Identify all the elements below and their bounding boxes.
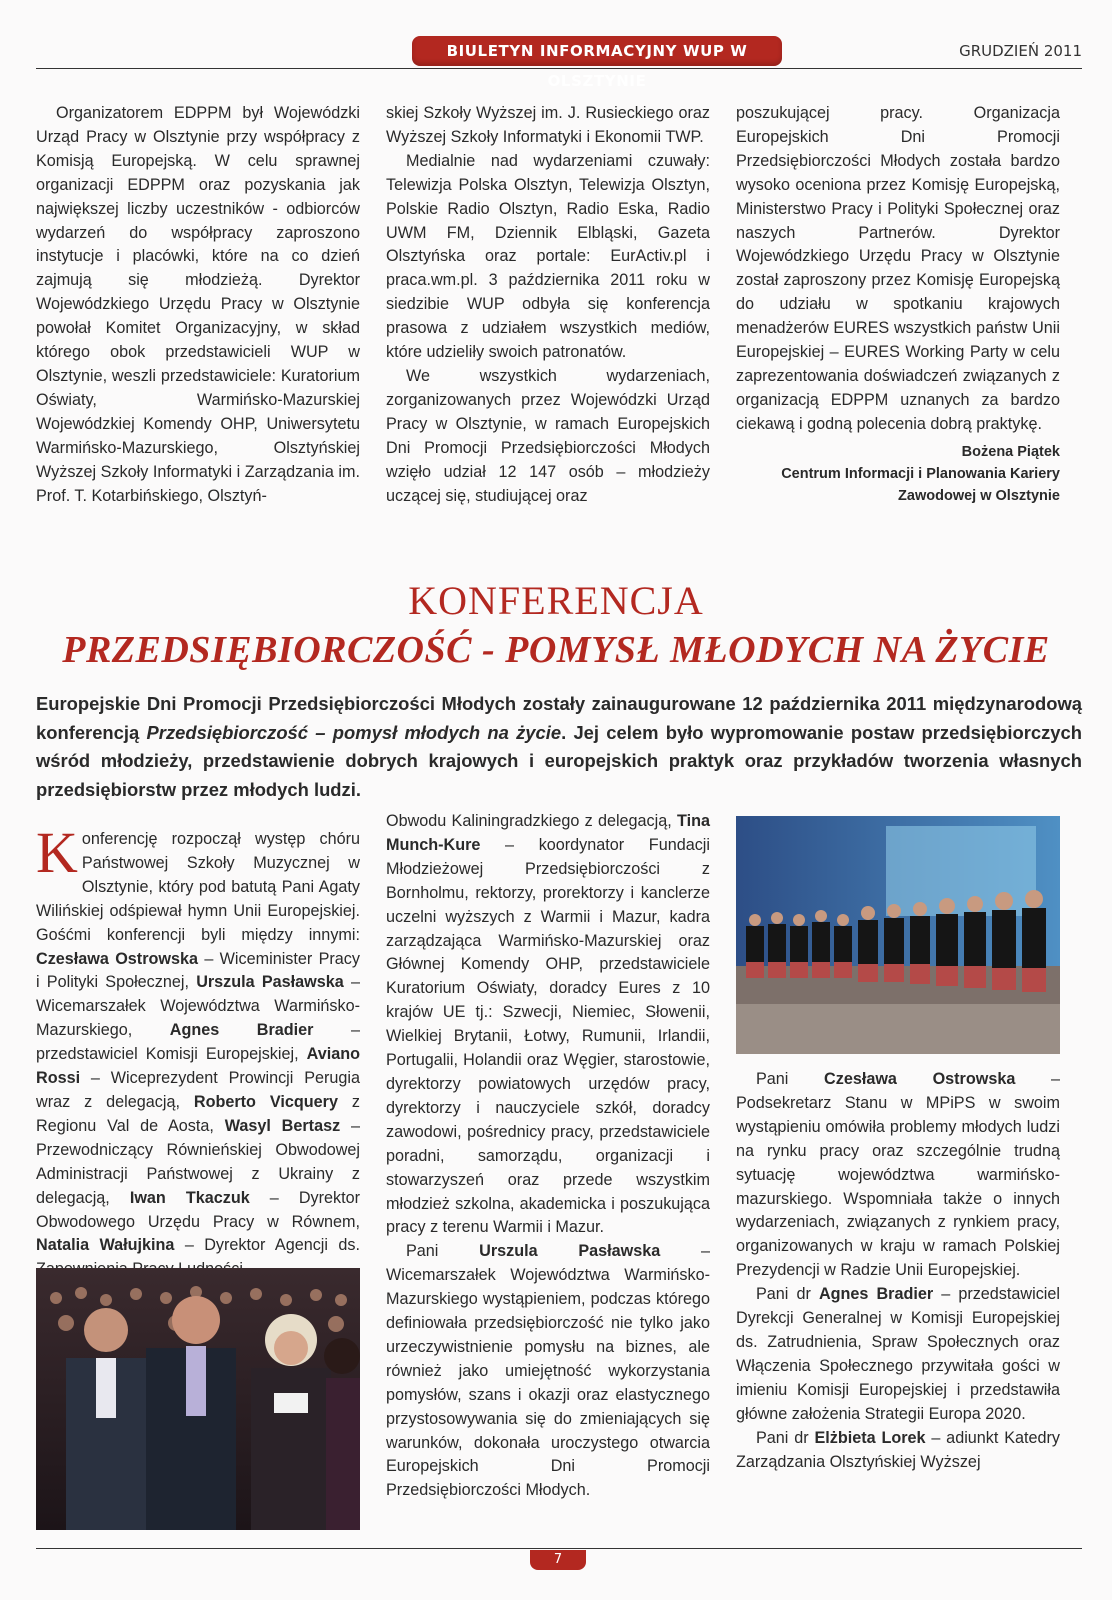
article-lead <box>36 690 1082 804</box>
text-run: – adiunkt Katedry Zarządzania Olsztyńskiej Wyższej <box>736 1428 1060 1471</box>
article-title: PRZEDSIĘBIORCZOŚĆ - POMYSŁ MŁODYCH NA ŻYCIE <box>62 629 1050 671</box>
article2-paragraph <box>736 1427 1060 1475</box>
text-run: Pani <box>406 1242 480 1261</box>
text-run: Obwodu Kaliningradzkiego z delegacją, <box>386 812 678 830</box>
text-run: – Dyrektor Obwodowego Urzędu Pracy w Równem, <box>36 1188 360 1231</box>
text-run: – przedstawiciel Dyrekcji Generalnej w Komisji Europejskiej ds. Zatrudnienia, Spraw Społecznych oraz Włączenia Społecznego przywitała gości w imieniu Komisji Europejskiej i przedstawiła główne założenia Strategii Europa 2020. <box>736 1285 1060 1423</box>
person-name: Agnes Bradier <box>169 1021 314 1040</box>
text-run: – koordynator Fundacji Młodzieżowej Przedsiębiorczości z Bornholmu, rektorzy, prorektorzy i kanclerze uczelni wyższych z Warmii i Mazur, kadra zarządzająca Warmińsko-Mazurskiej oraz Głównej Komendy OHP, przedstawiciele Kuratorium Oświaty, doradcy Eures z 10 krajów UE tj.: Szwecji, Niemiec, Słowenii, Wielkiej Brytanii, Łotwy, Rumunii, Irlandii, Portugalii, Holandii oraz Węgier, starostowie, dyrektorzy powiatowych urzędów pracy, dyrektorzy i nauczyciele szkół, doradcy zawodowi, pośrednicy pracy, przedstawiciele poradni, samorządu, organizacji i stowarzyszeń oraz przede wszystkim młodzież szkolna, akademicka i poszukująca pracy z terenu Warmii i Mazur. <box>386 835 710 1237</box>
issue-date: GRUDZIEŃ 2011 <box>959 42 1082 60</box>
person-name: Agnes Bradier <box>818 1285 934 1304</box>
person-name: Roberto Vicquery <box>193 1092 338 1111</box>
text-run: – Podsekretarz Stanu w MPiPS w swoim wystąpieniu omówiła problemy młodych ludzi na rynku pracy oraz szczególnie trudną sytuację województwa warmińsko-mazurskiego. Wspomniała także o innych wydarzeniach, związanych z rynkiem pracy, organizowanych w kraju w ramach Polskiej Prezydencji w Radzie Unii Europejskiej. <box>736 1070 1060 1280</box>
text-run: – Wicemarszałek Województwa Warmińsko-Mazurskiego, <box>36 973 360 1040</box>
person-name: Czesława Ostrowska <box>824 1070 1016 1088</box>
article1-paragraph: skiej Szkoły Wyższej im. J. Rusieckiego oraz Wyższej Szkoły Informatyki i Ekonomii TWP. <box>386 104 710 146</box>
person-name: Aviano Rossi <box>36 1045 360 1088</box>
text-run: – Wiceminister Pracy i Polityki Społecznej, <box>36 949 360 992</box>
author-signature <box>736 441 1060 507</box>
author-name: Bożena Piątek <box>961 443 1060 460</box>
author-org: Zawodowej w Olsztynie <box>898 487 1060 504</box>
text-run: onferencję rozpoczął występ chóru Państwowej Szkoły Muzycznej w Olsztynie, który pod batutą Pani Agaty Wilińskiej odśpiewał hymn Unii Europejskiej. Gośćmi konferencji byli między innymi: <box>36 830 360 944</box>
person-name: Wasyl Bertasz <box>224 1116 341 1135</box>
person-name: Elżbieta Lorek <box>814 1428 926 1447</box>
person-name: Czesława Ostrowska <box>36 949 198 968</box>
choir-photo <box>736 816 1060 1054</box>
choir-photo-image <box>736 816 1060 1054</box>
lead-text: . Jej celem było wypromowanie postaw przedsiębiorczych wśród młodzieży, przedstawienie dobrych krajowych i europejskich praktyk oraz przykładów tworzenia własnych przedsiębiorstw przez młodych ludzi. <box>36 721 1082 800</box>
page-number: 7 <box>530 1550 586 1570</box>
article1-paragraph: poszukującej pracy. Organizacja Europejskich Dni Promocji Przedsiębiorczości Młodych została bardzo wysoko oceniona przez Komisję Europejską, Ministerstwo Pracy i Polityki Społecznej oraz naszych Partnerów. Dyrektor Wojewódzkiego Urzędu Pracy w Olsztynie został zaproszony przez Komisję Europejską do udziału w spotkaniu krajowych menadżerów EURES wszystkich państw Unii Europejskiej – EURES Working Party w celu zaprezentowania doświadczeń związanych z organizacją EDPPM uznanych za bardzo ciekawą i godną polecenia dobrą praktykę. <box>736 104 1060 433</box>
article2-paragraph <box>736 1068 1060 1283</box>
rich-text <box>36 820 360 1278</box>
article1-column-3 <box>736 102 1060 507</box>
text-run: – przedstawiciel Komisji Europejskiej, <box>36 1021 360 1064</box>
article2-column-2 <box>386 810 710 1503</box>
text-run: – Dyrektor Agencji ds. <box>184 1236 360 1255</box>
article1-paragraph: We wszystkich wydarzeniach, zorganizowanych przez Wojewódzki Urząd Pracy w Olsztynie, w ramach Europejskich Dni Promocji Przedsiębiorczości Młodych wzięło udział 12 147 osób – młodzieży uczącej się, studiującej oraz <box>386 366 710 505</box>
article1-column-2 <box>386 102 710 508</box>
text-run: – Przewodniczący Równieńskiej Obwodowej Administracji Państwowej z Ukrainy z delegacją, <box>36 1116 360 1207</box>
article1-paragraph: Medialnie nad wydarzeniami czuwały: Telewizja Polska Olsztyn, Telewizja Olsztyn, Polskie Radio Olsztyn, Radio Eska, Radio UWM FM, Dziennik Elbląski, Gazeta Olsztyńska oraz portale: EurActiv.pl i praca.wm.pl. 3 października 2011 roku w siedzibie WUP odbyła się konferencja prasowa z udziałem wszystkich mediów, które udzieliły swoich patronatów. <box>386 151 710 362</box>
page-header <box>36 36 1082 90</box>
person-name: Urszula Pasławska <box>196 973 344 992</box>
article-kicker: KONFERENCJA <box>408 578 704 623</box>
lead-text: Europejskie Dni Promocji Przedsiębiorczości Młodych zostały zainaugurowane 12 października 2011 międzynarodową konferencją <box>36 693 1082 743</box>
person-name: Iwan Tkaczuk <box>129 1188 250 1207</box>
text-run: Pani <box>756 1070 825 1088</box>
person-name: Urszula Pasławska <box>479 1242 661 1261</box>
text-run: – Wiceprezydent Prowincji Perugia wraz z delegacją, <box>36 1069 360 1111</box>
bulletin-title: BIULETYN INFORMACYJNY WUP W OLSZTYNIE <box>412 36 782 66</box>
article1-paragraph: Organizatorem EDPPM był Wojewódzki Urząd Pracy w Olsztynie przy współpracy z Komisją Europejską. W celu sprawnej organizacji EDPPM oraz pozyskania jak największej liczby uczestników - odbiorców wydarzeń do współpracy zaproszono instytucje i placówki, które na co dzień zajmują się młodzieżą. Dyrektor Wojewódzkiego Urzędu Pracy w Olsztynie powołał Komitet Organizacyjny, w skład którego obok przedstawicieli WUP w Olsztynie, weszli przedstawiciele: Kuratorium Oświaty, Warmińsko-Mazurskiej Wojewódzkiej Komendy OHP, Uniwersytetu Warmińsko-Mazurskiego, Olsztyńskiej Wyższej Szkoły Informatyki i Zarządzania im. Prof. T. Kotarbińskiego, Olsztyń- <box>36 104 360 505</box>
audience-photo-image <box>36 1268 360 1530</box>
audience-photo <box>36 1268 360 1530</box>
lead-emphasis: Przedsiębiorczość – pomysł młodych na życie <box>146 721 562 743</box>
person-name: Natalia Wałujkina <box>36 1236 175 1255</box>
text-run: – Wicemarszałek Województwa Warmińsko-Mazurskiego wystąpieniem, podczas którego definiowała przedsiębiorczość nie tylko jako urzeczywistnienie pomysłu na biznes, ale również jako umiejętność wykorzystania pomysłów, szans i okazji oraz elastycznego przystosowywania się do zmieniających się warunków, dokonała uroczystego otwarcia Europejskich Dni Promocji Przedsiębiorczości Młodych. <box>386 1242 710 1500</box>
article2-paragraph <box>386 810 710 1240</box>
text-run: Pani dr <box>756 1285 819 1304</box>
article2-column-3 <box>736 1068 1060 1474</box>
article2-paragraph <box>736 1283 1060 1426</box>
person-name: Tina Munch-Kure <box>386 812 710 854</box>
author-org: Centrum Informacji i Planowania Kariery <box>781 465 1060 482</box>
article2-column-1 <box>36 820 360 1282</box>
article1-column-1 <box>36 102 360 508</box>
drop-cap: K <box>36 820 78 885</box>
text-run: z Regionu Val de Aosta, <box>36 1092 360 1135</box>
article2-paragraph <box>386 1240 710 1503</box>
text-run: Pani dr <box>756 1428 815 1447</box>
footer-rule <box>36 1548 1082 1549</box>
article2-paragraph <box>36 820 360 1282</box>
